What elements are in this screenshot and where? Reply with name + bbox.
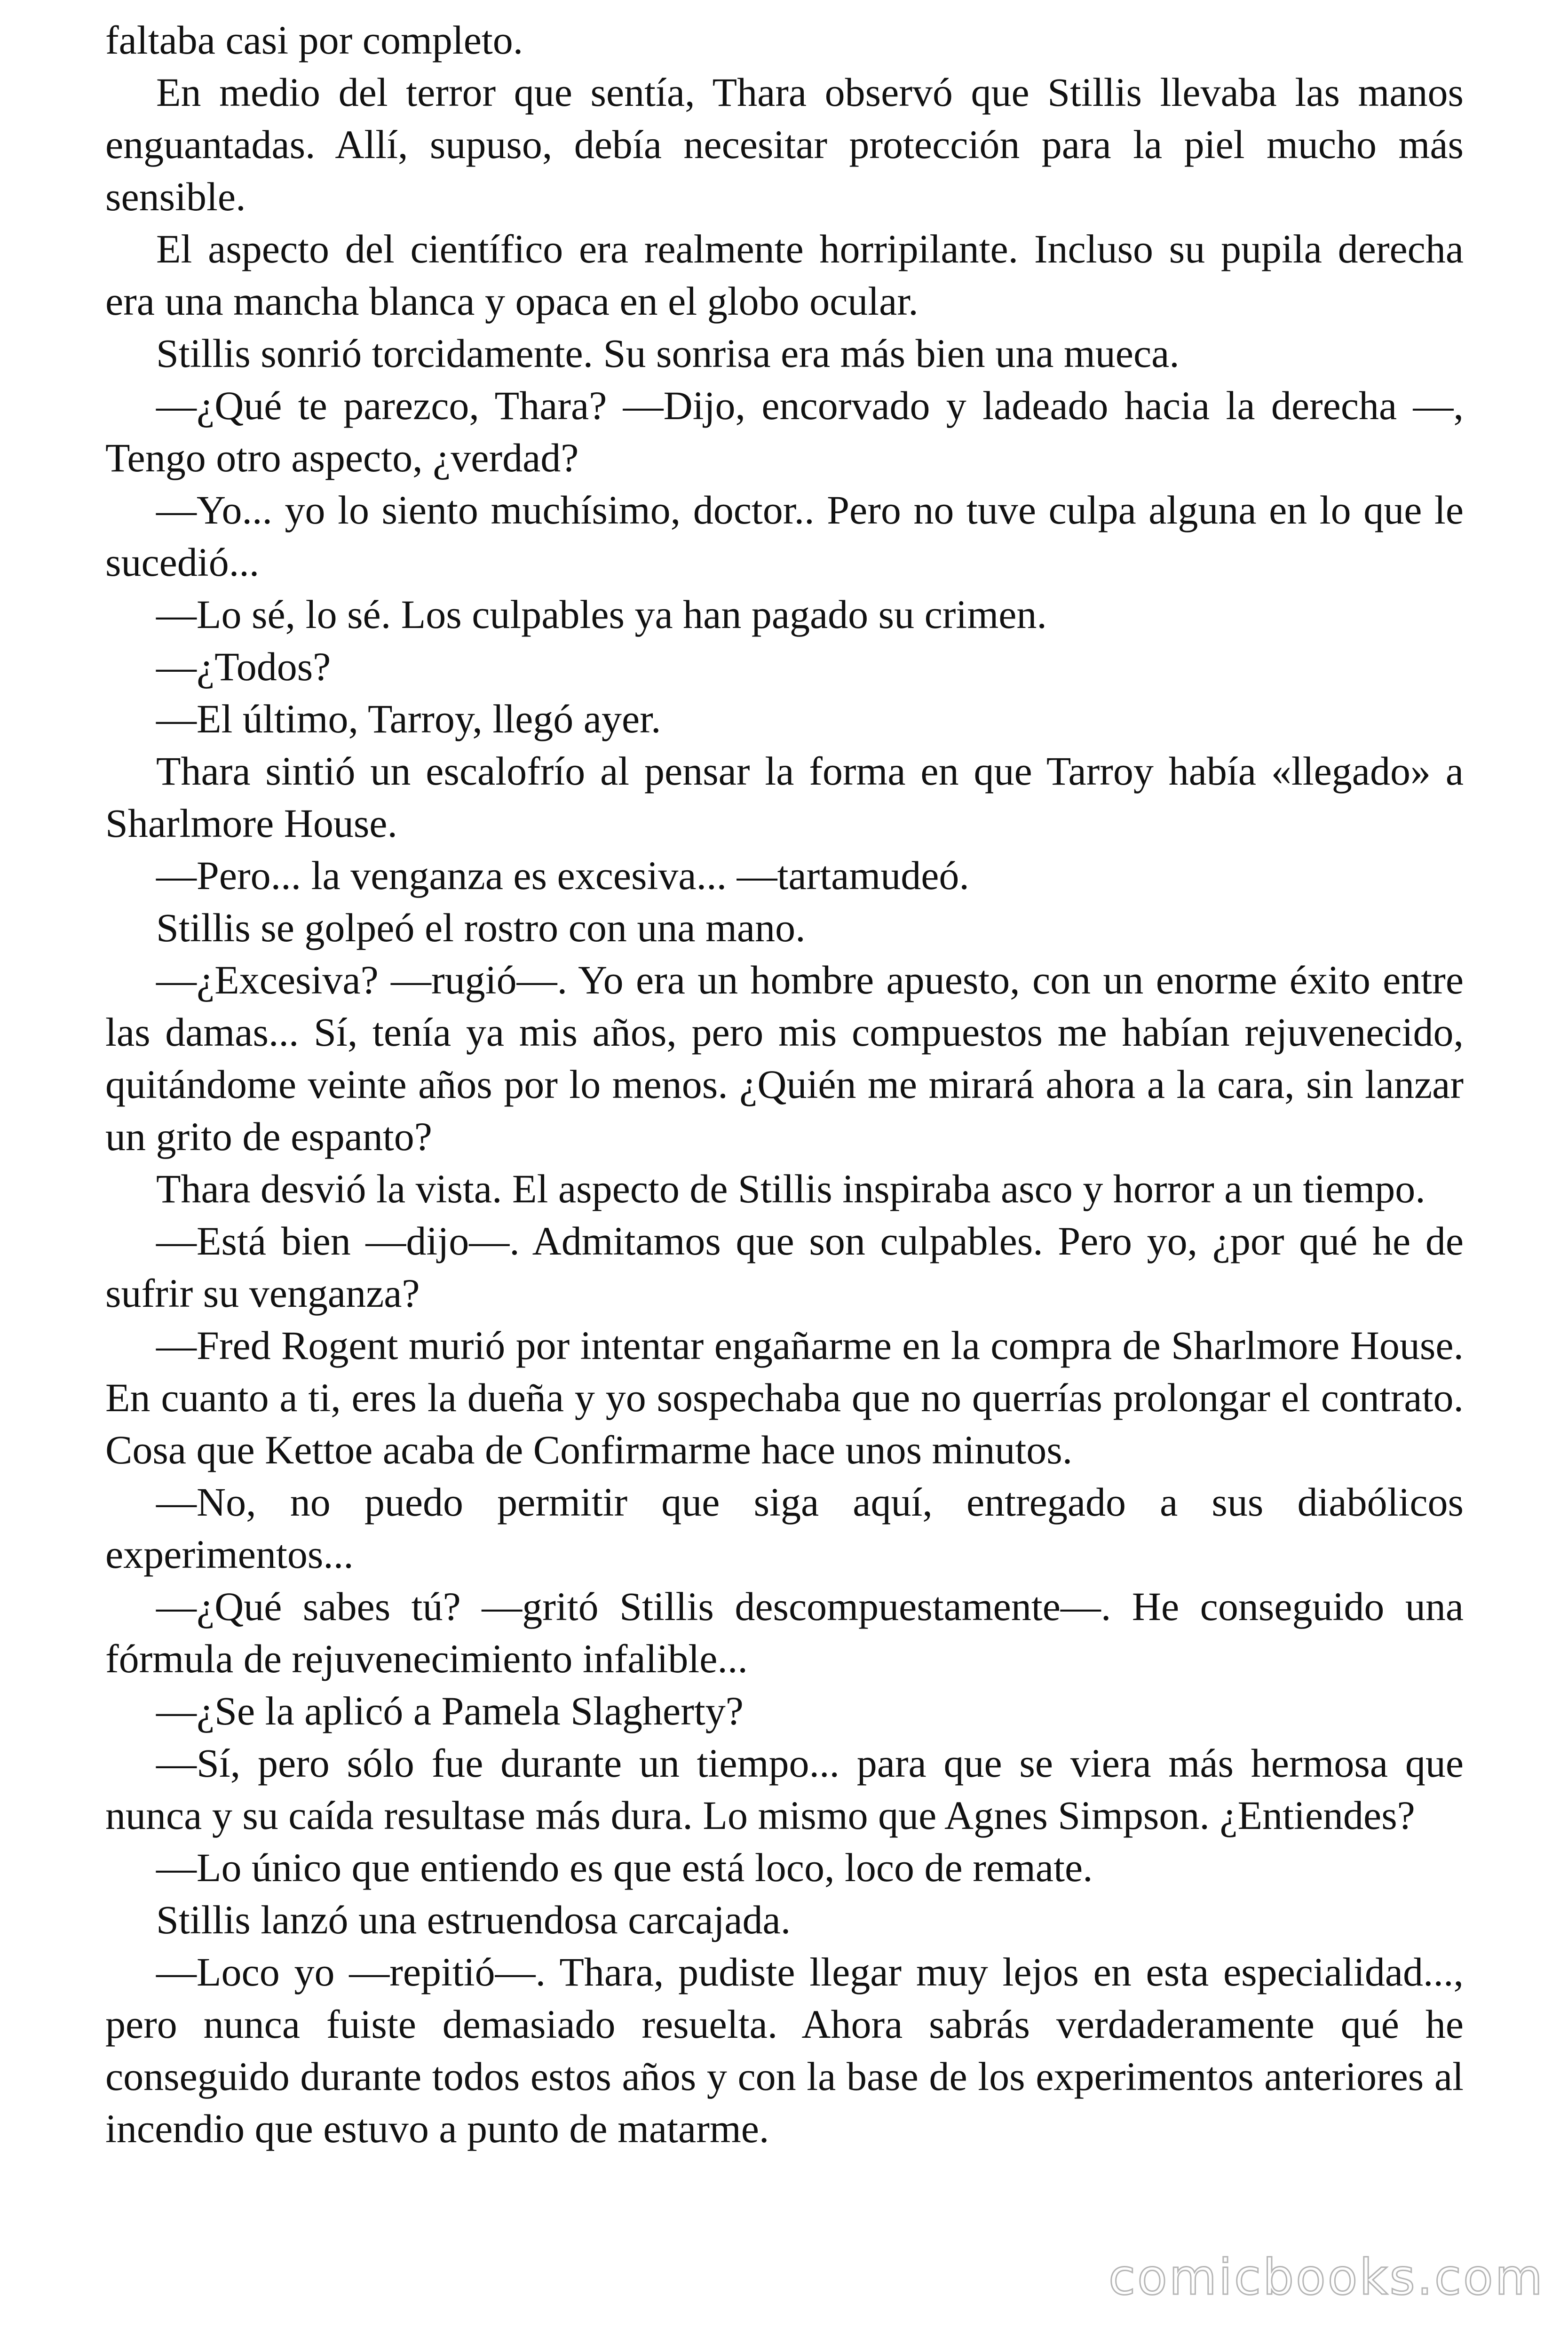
paragraph: —Yo... yo lo siento muchísimo, doctor.. Pero no tuve culpa alguna en lo que le sucedió... — [105, 487, 1464, 585]
paragraph: —El último, Tarroy, llegó ayer. — [156, 696, 661, 741]
paragraph: —Fred Rogent murió por intentar engañarme en la compra de Sharlmore House. En cuanto a ti, eres la dueña y yo sospechaba que no querrías prolongar el contrato. Cosa que Kettoe acaba de Confirmarme hace unos minutos. — [105, 1323, 1464, 1472]
paragraph: —¿Qué sabes tú? —gritó Stillis descompuestamente—. He conseguido una fórmula de rejuvenecimiento infalible... — [105, 1584, 1464, 1681]
paragraph: —Pero... la venganza es excesiva... —tartamudeó. — [156, 853, 969, 898]
book-page-text — [105, 14, 1464, 2155]
paragraph: Stillis sonrió torcidamente. Su sonrisa era más bien una mueca. — [156, 331, 1180, 376]
paragraph: Thara desvió la vista. El aspecto de Stillis inspiraba asco y horror a un tiempo. — [156, 1166, 1425, 1211]
paragraph: —Lo único que entiendo es que está loco, loco de remate. — [156, 1845, 1093, 1890]
paragraph: —Está bien —dijo—. Admitamos que son culpables. Pero yo, ¿por qué he de sufrir su venganza? — [105, 1218, 1464, 1316]
paragraph: —Lo sé, lo sé. Los culpables ya han pagado su crimen. — [156, 592, 1047, 637]
paragraph: —¿Qué te parezco, Thara? —Dijo, encorvado y ladeado hacia la derecha —, Tengo otro aspecto, ¿verdad? — [105, 383, 1464, 480]
paragraph: —Sí, pero sólo fue durante un tiempo... para que se viera más hermosa que nunca y su caída resultase más dura. Lo mismo que Agnes Simpson. ¿Entiendes? — [105, 1740, 1464, 1838]
paragraph: faltaba casi por completo. — [105, 17, 523, 63]
paragraph: —No, no puedo permitir que siga aquí, entregado a sus diabólicos experimentos... — [105, 1479, 1464, 1577]
paragraph: Stillis lanzó una estruendosa carcajada. — [156, 1897, 791, 1942]
paragraph: En medio del terror que sentía, Thara observó que Stillis llevaba las manos enguantadas. Allí, supuso, debía necesitar protección para la piel mucho más sensible. — [105, 70, 1464, 219]
paragraph: —¿Excesiva? —rugió—. Yo era un hombre apuesto, con un enorme éxito entre las damas... Sí, tenía ya mis años, pero mis compuestos me habían rejuvenecido, quitándome veinte años por lo menos. ¿Quién me mirará ahora a la cara, sin lanzar un grito de espanto? — [105, 957, 1464, 1159]
watermark-logo: comicbooks.com — [1108, 2249, 1544, 2306]
paragraph: —¿Se la aplicó a Pamela Slagherty? — [156, 1688, 744, 1733]
paragraph: El aspecto del científico era realmente horripilante. Incluso su pupila derecha era una mancha blanca y opaca en el globo ocular. — [105, 226, 1464, 324]
paragraph: —¿Todos? — [156, 644, 331, 689]
paragraph: Thara sintió un escalofrío al pensar la forma en que Tarroy había «llegado» a Sharlmore House. — [105, 748, 1464, 846]
paragraph: Stillis se golpeó el rostro con una mano. — [156, 905, 806, 950]
paragraph: —Loco yo —repitió—. Thara, pudiste llegar muy lejos en esta especialidad..., pero nunca fuiste demasiado resuelta. Ahora sabrás verdaderamente qué he conseguido durante todos estos años y con la base de los experimentos anteriores al incendio que estuvo a punto de matarme. — [105, 1949, 1464, 2151]
